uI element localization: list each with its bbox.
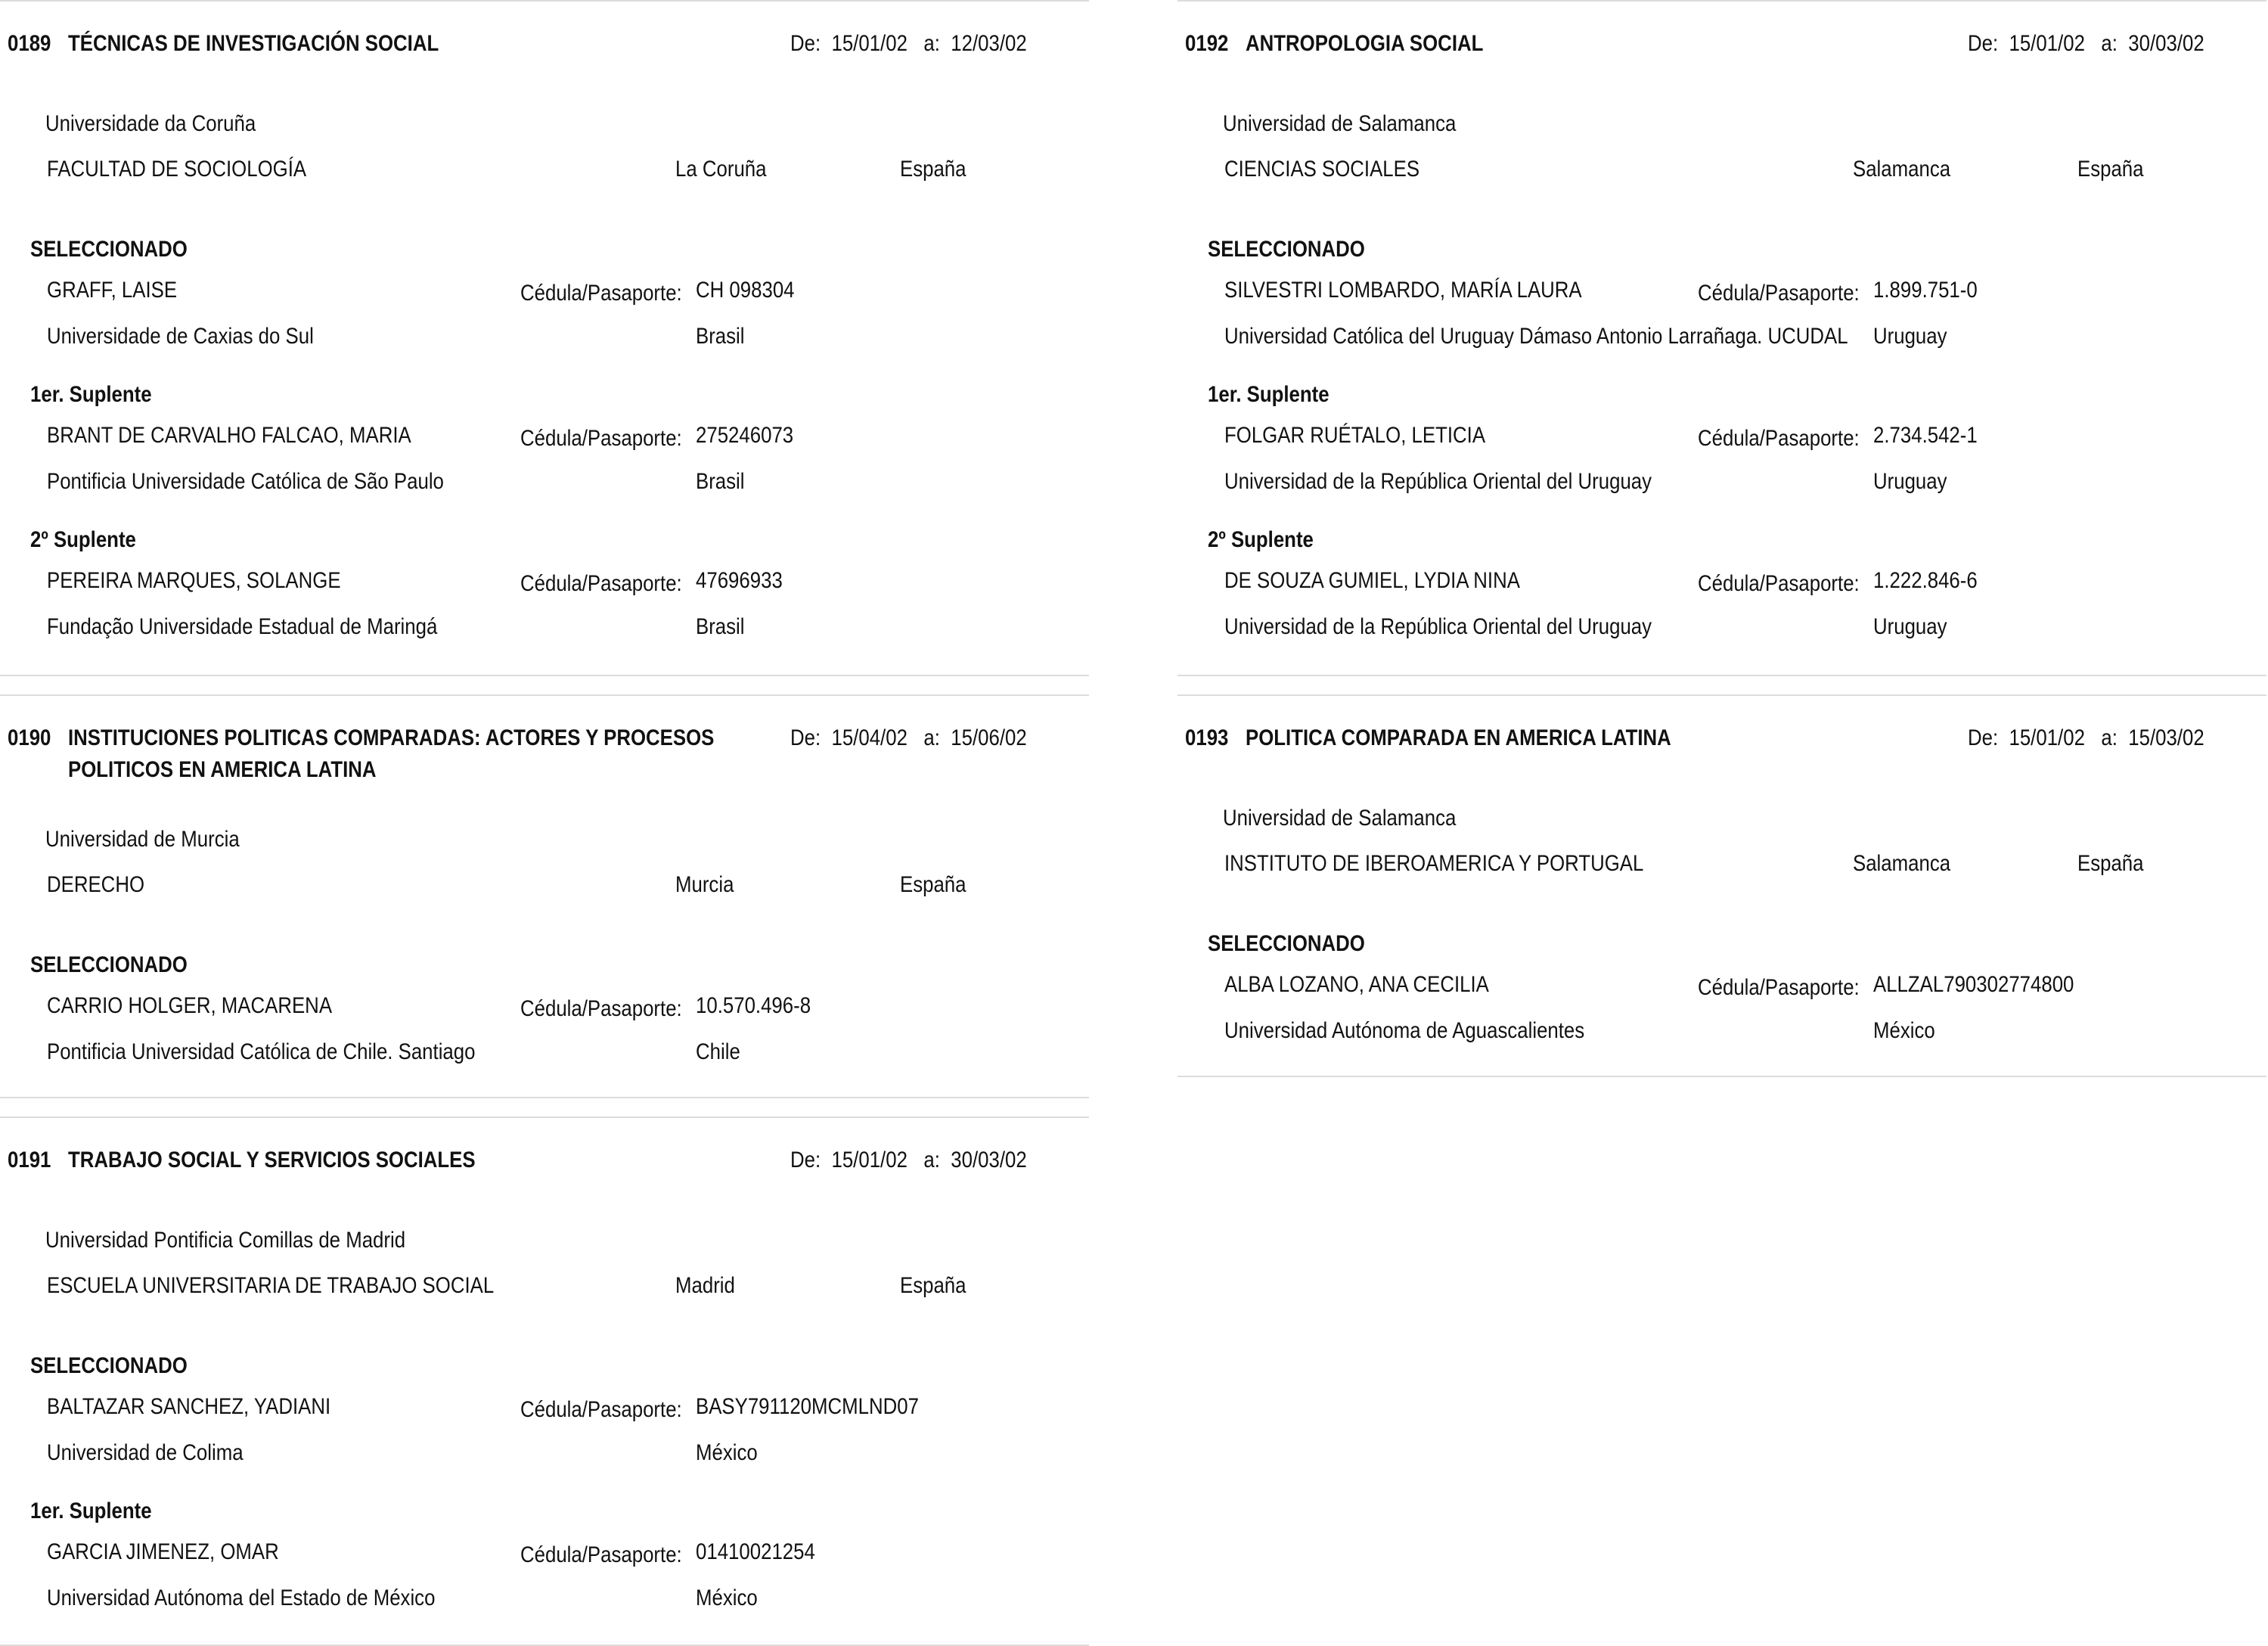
candidate-country: Brasil: [696, 469, 745, 494]
university-name: Universidad Pontificia Comillas de Madrid: [45, 1228, 406, 1253]
course-dates: De: 15/01/02 a: 30/03/02: [790, 1148, 1027, 1172]
course-title: ANTROPOLOGIA SOCIAL: [1246, 31, 1484, 56]
candidate-name: GRAFF, LAISE: [47, 278, 178, 303]
candidate-institution: Pontificia Universidad Católica de Chile. Santiago: [47, 1039, 476, 1064]
candidate-institution: Universidad de Colima: [47, 1440, 244, 1465]
document-number: BASY791120MCMLND07: [696, 1394, 919, 1419]
course-title-line2: POLITICOS EN AMERICA LATINA: [68, 757, 377, 782]
candidate-institution: Pontificia Universidade Católica de São Paulo: [47, 469, 444, 494]
candidate-name: BRANT DE CARVALHO FALCAO, MARIA: [47, 423, 411, 448]
role-label: 2º Suplente: [30, 527, 136, 552]
faculty-name: CIENCIAS SOCIALES: [1224, 157, 1420, 182]
candidate-institution: Universidad de la República Oriental del Uruguay: [1224, 614, 1652, 639]
course-title: POLITICA COMPARADA EN AMERICA LATINA: [1246, 725, 1671, 750]
document-number: 1.899.751-0: [1873, 278, 1978, 303]
candidate-institution: Universidad de la República Oriental del Uruguay: [1224, 469, 1652, 494]
candidate-country: Uruguay: [1873, 614, 1947, 639]
university-name: Universidad de Salamanca: [1223, 111, 1457, 136]
role-label: 1er. Suplente: [30, 382, 152, 407]
document-label: Cédula/Pasaporte:: [1698, 571, 1860, 596]
course-dates: De: 15/04/02 a: 15/06/02: [790, 725, 1027, 750]
course-city: Salamanca: [1853, 157, 1951, 182]
document-label: Cédula/Pasaporte:: [1698, 426, 1860, 451]
left-column: [0, 0, 1089, 1646]
faculty-name: FACULTAD DE SOCIOLOGÍA: [47, 157, 307, 182]
course-block: [1177, 0, 2266, 676]
document-number: CH 098304: [696, 278, 795, 303]
candidate-institution: Universidad Católica del Uruguay Dámaso Antonio Larrañaga. UCUDAL: [1224, 324, 1848, 349]
course-city: Murcia: [675, 872, 734, 897]
course-country: España: [2077, 851, 2144, 876]
course-city: Salamanca: [1853, 851, 1951, 876]
role-label: SELECCIONADO: [1208, 237, 1365, 262]
candidate-institution: Universidade de Caxias do Sul: [47, 324, 314, 349]
course-block: [0, 0, 1089, 676]
document-number: ALLZAL790302774800: [1873, 972, 2074, 997]
candidate-institution: Universidad Autónoma del Estado de México: [47, 1585, 436, 1610]
role-label: 1er. Suplente: [1208, 382, 1329, 407]
candidate-name: SILVESTRI LOMBARDO, MARÍA LAURA: [1224, 278, 1582, 303]
candidate-country: Chile: [696, 1039, 740, 1064]
university-name: Universidad de Salamanca: [1223, 806, 1457, 831]
course-country: España: [900, 872, 966, 897]
document-number: 10.570.496-8: [696, 993, 811, 1018]
candidate-name: ALBA LOZANO, ANA CECILIA: [1224, 972, 1489, 997]
course-dates: De: 15/01/02 a: 15/03/02: [1968, 725, 2204, 750]
course-code: 0192: [1185, 31, 1229, 56]
candidate-institution: Universidad Autónoma de Aguascalientes: [1224, 1018, 1585, 1043]
candidate-country: Brasil: [696, 324, 745, 349]
course-title: TÉCNICAS DE INVESTIGACIÓN SOCIAL: [68, 31, 439, 56]
course-country: España: [900, 1273, 966, 1298]
document-label: Cédula/Pasaporte:: [520, 1397, 682, 1422]
document-label: Cédula/Pasaporte:: [520, 281, 682, 306]
document-number: 275246073: [696, 423, 794, 448]
candidate-country: Uruguay: [1873, 324, 1947, 349]
candidate-name: PEREIRA MARQUES, SOLANGE: [47, 568, 341, 593]
course-title: INSTITUCIONES POLITICAS COMPARADAS: ACTORES Y PROCESOS: [68, 725, 715, 750]
candidate-name: GARCIA JIMENEZ, OMAR: [47, 1539, 279, 1564]
role-label: SELECCIONADO: [1208, 931, 1365, 956]
course-code: 0190: [8, 725, 51, 750]
role-label: 2º Suplente: [1208, 527, 1314, 552]
course-block: [0, 694, 1089, 1098]
document-number: 2.734.542-1: [1873, 423, 1978, 448]
document-number: 1.222.846-6: [1873, 568, 1978, 593]
candidate-name: CARRIO HOLGER, MACARENA: [47, 993, 333, 1018]
course-dates: De: 15/01/02 a: 12/03/02: [790, 31, 1027, 56]
candidate-country: México: [1873, 1018, 1935, 1043]
course-title: TRABAJO SOCIAL Y SERVICIOS SOCIALES: [68, 1148, 476, 1172]
candidate-name: BALTAZAR SANCHEZ, YADIANI: [47, 1394, 331, 1419]
course-country: España: [2077, 157, 2144, 182]
candidate-country: Uruguay: [1873, 469, 1947, 494]
document-label: Cédula/Pasaporte:: [520, 1542, 682, 1567]
role-label: SELECCIONADO: [30, 1353, 188, 1378]
candidate-institution: Fundação Universidade Estadual de Maringá: [47, 614, 438, 639]
university-name: Universidade da Coruña: [45, 111, 256, 136]
document-label: Cédula/Pasaporte:: [520, 996, 682, 1021]
candidate-country: México: [696, 1440, 758, 1465]
document-label: Cédula/Pasaporte:: [1698, 281, 1860, 306]
candidate-name: DE SOUZA GUMIEL, LYDIA NINA: [1224, 568, 1520, 593]
role-label: SELECCIONADO: [30, 952, 188, 977]
faculty-name: INSTITUTO DE IBEROAMERICA Y PORTUGAL: [1224, 851, 1644, 876]
course-code: 0193: [1185, 725, 1229, 750]
role-label: SELECCIONADO: [30, 237, 188, 262]
document-label: Cédula/Pasaporte:: [520, 426, 682, 451]
course-block: [1177, 694, 2266, 1077]
candidate-country: Brasil: [696, 614, 745, 639]
candidate-name: FOLGAR RUÉTALO, LETICIA: [1224, 423, 1486, 448]
document-number: 47696933: [696, 568, 783, 593]
course-code: 0189: [8, 31, 51, 56]
right-column: [1177, 0, 2266, 1077]
course-city: Madrid: [675, 1273, 735, 1298]
faculty-name: DERECHO: [47, 872, 145, 897]
document-number: 01410021254: [696, 1539, 815, 1564]
university-name: Universidad de Murcia: [45, 827, 240, 852]
course-code: 0191: [8, 1148, 51, 1172]
document-label: Cédula/Pasaporte:: [1698, 975, 1860, 1000]
role-label: 1er. Suplente: [30, 1498, 152, 1523]
course-block: [0, 1116, 1089, 1646]
document-label: Cédula/Pasaporte:: [520, 571, 682, 596]
course-country: España: [900, 157, 966, 182]
faculty-name: ESCUELA UNIVERSITARIA DE TRABAJO SOCIAL: [47, 1273, 495, 1298]
candidate-country: México: [696, 1585, 758, 1610]
course-dates: De: 15/01/02 a: 30/03/02: [1968, 31, 2204, 56]
course-city: La Coruña: [675, 157, 767, 182]
